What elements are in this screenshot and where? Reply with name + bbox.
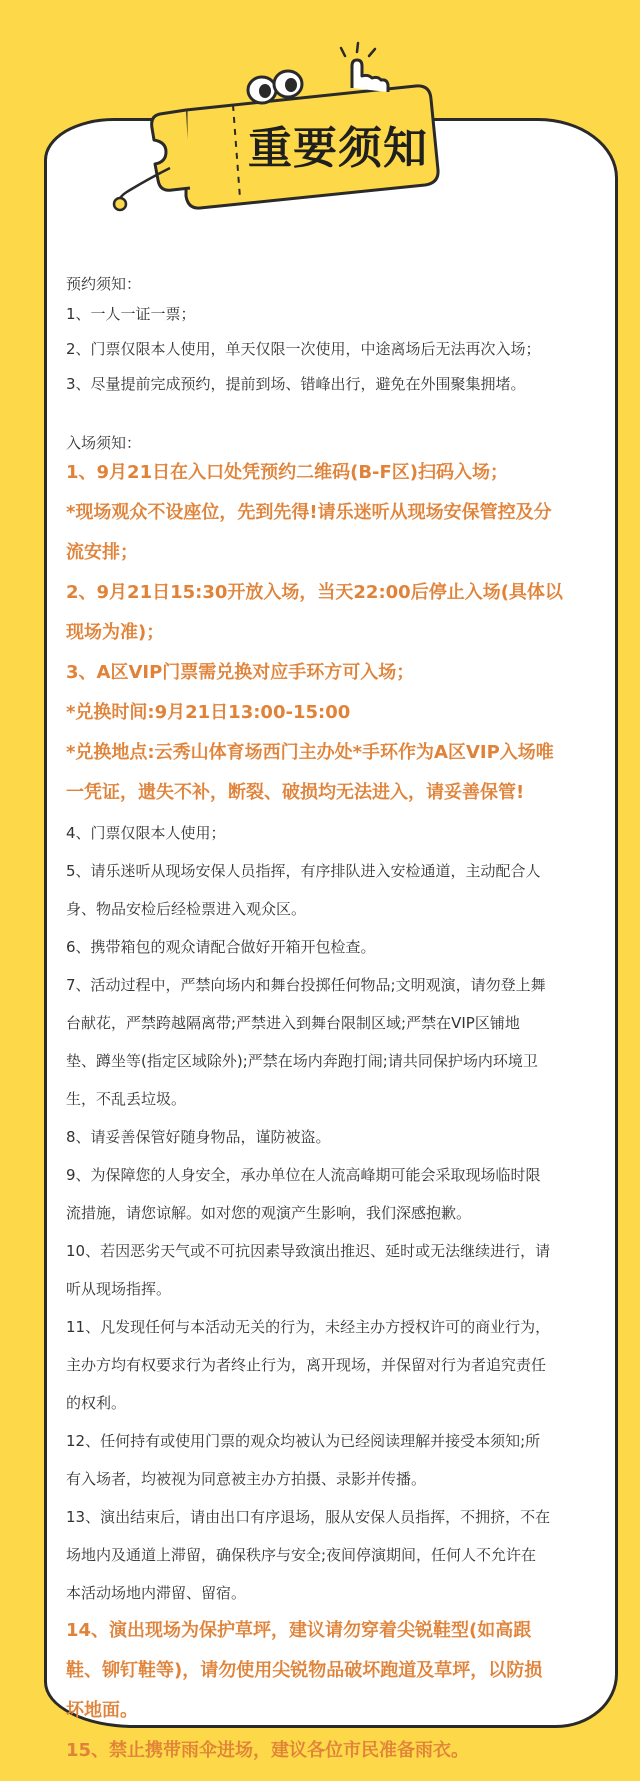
notice-content [66,274,586,1781]
header-banner [0,0,640,240]
entry-rule-7: 7、活动过程中，严禁向场内和舞台投掷任何物品;文明观演，请勿登上舞 台献花，严禁跨越隔离带;严禁进入到舞台限制区域;严禁在VIP区铺地 垫、蹲坐等(指定区域除外);严禁在场内奔跑打闹;请共同保护场内环境卫 生，不乱丢垃圾。 [66,976,546,1108]
entry-note-standing: *现场观众不设座位，先到先得!请乐迷听从现场安保管控及分 流安排； [66,502,552,563]
entry-rule-4: 4、门票仅限本人使用； [66,824,226,842]
booking-item: 3、尽量提前完成预约，提前到场、错峰出行，避免在外围聚集拥堵。 [66,375,526,393]
entry-rule-2: 2、9月21日15:30开放入场，当天22:00后停止入场(具体以 现场为准)； [66,582,563,643]
entry-rule-6: 6、携带箱包的观众请配合做好开箱开包检查。 [66,938,376,956]
booking-section-title: 预约须知： [66,275,142,293]
entry-rule-1: 1、9月21日在入口处凭预约二维码(B-F区)扫码入场； [66,462,509,483]
pointing-hand-icon [352,60,388,92]
entry-rule-14: 14、演出现场为保护草坪，建议请勿穿着尖锐鞋型(如高跟 鞋、铆钉鞋等)，请勿使用尖锐物品破坏跑道及草坪，以防损 坏地面。 [66,1620,543,1721]
booking-item: 2、门票仅限本人使用，单天仅限一次使用，中途离场后无法再次入场； [66,340,541,358]
exchange-time: *兑换时间:9月21日13:00-15:00 [66,702,351,723]
entry-rule-13: 13、演出结束后，请由出口有序退场，服从安保人员指挥，不拥挤，不在 场地内及通道上滞留，确保秩序与安全;夜间停演期间，任何人不允许在 本活动场地内滞留、留宿。 [66,1508,551,1602]
entry-rule-15: 15、禁止携带雨伞进场，建议各位市民准备雨衣。 [66,1740,470,1761]
entry-section-title: 入场须知： [66,434,142,452]
ticket-stub [152,110,190,190]
exchange-location: *兑换地点:云秀山体育场西门主办处*手环作为A区VIP入场唯 一凭证，遗失不补，断裂、破损均无法进入，请妥善保管! [66,742,554,803]
entry-rule-12: 12、任何持有或使用门票的观众均被认为已经阅读理解并接受本须知;所 有入场者，均被视为同意被主办方拍摄、录影并传播。 [66,1432,541,1488]
entry-rule-3: 3、A区VIP门票需兑换对应手环方可入场； [66,662,415,683]
booking-item: 1、一人一证一票； [66,305,196,323]
entry-rule-9: 9、为保障您的人身安全，承办单位在人流高峰期可能会采取现场临时限 流措施，请您谅解。如对您的观演产生影响，我们深感抱歉。 [66,1166,541,1222]
entry-rule-5: 5、请乐迷听从现场安保人员指挥，有序排队进入安检通道，主动配合人 身、物品安检后经检票进入观众区。 [66,862,541,918]
entry-rule-10: 10、若因恶劣天气或不可抗因素导致演出推迟、延时或无法继续进行，请 听从现场指挥。 [66,1242,551,1298]
entry-rule-11: 11、凡发现任何与本活动无关的行为，未经主办方授权许可的商业行为， 主办方均有权要求行为者终止行为，离开现场，并保留对行为者追究责任 的权利。 [66,1318,551,1412]
ring [114,198,126,210]
entry-rule-8: 8、请妥善保管好随身物品，谨防被盗。 [66,1128,331,1146]
page-title: 重要须知 [248,123,428,174]
